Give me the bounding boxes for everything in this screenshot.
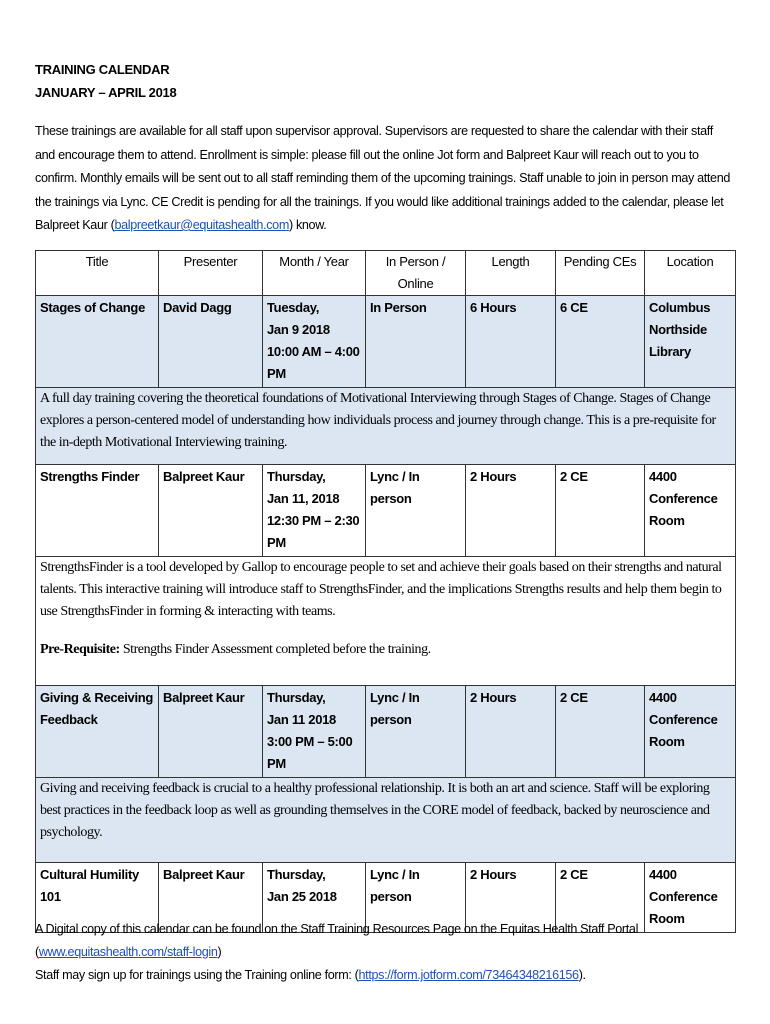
document-subtitle: JANUARY – APRIL 2018 [35, 85, 177, 100]
staff-portal-link[interactable]: www.equitashealth.com/staff-login [38, 945, 218, 959]
training-length: 2 Hours [466, 685, 556, 777]
column-header-month-year: Month / Year [263, 250, 366, 295]
training-mode: Lync / In person [366, 862, 466, 932]
description-row [36, 777, 736, 862]
footer-portal-line: A Digital copy of this calendar can be found on the Staff Training Resources Page on the Equitas Health Staff Portal (www.equitashealth.com/staff-login) [35, 922, 639, 959]
column-header-title: Title [36, 250, 159, 295]
training-presenter: David Dagg [159, 295, 263, 387]
column-header-location: Location [645, 250, 736, 295]
training-date: Thursday, Jan 11, 2018 12:30 PM – 2:30 PM [263, 464, 366, 556]
training-presenter: Balpreet Kaur [159, 862, 263, 932]
training-ce: 2 CE [556, 464, 645, 556]
table-header-row [36, 250, 736, 295]
table-row [36, 685, 736, 777]
training-description: StrengthsFinder is a tool developed by Gallop to encourage people to set and achieve their goals based on their strengths and natural talents. This interactive training will introduce staff to StrengthsFinder, and the implications Strengths results and help them begin to use StrengthsFinder in forming & interacting with teams. Pre-Requisite: Strengths Finder Assessment completed before the training. [36, 556, 736, 685]
training-mode: Lync / In person [366, 464, 466, 556]
training-date: Thursday, Jan 25 2018 [263, 862, 366, 932]
table-row [36, 295, 736, 387]
training-description: Giving and receiving feedback is crucial to a healthy professional relationship. It is both an art and science. Staff will be exploring best practices in the feedback loop as well as grounding themselves in the CORE model of feedback, backed by neuroscience and psychology. [36, 777, 736, 862]
training-title: Cultural Humility 101 [36, 862, 159, 932]
table-row [36, 464, 736, 556]
training-location: Columbus Northside Library [645, 295, 736, 387]
column-header-ces: Pending CEs [556, 250, 645, 295]
training-location: 4400 Conference Room [645, 685, 736, 777]
training-location: 4400 Conference Room [645, 464, 736, 556]
footer-form-line: Staff may sign up for trainings using the Training online form: (https://form.jotform.com/73464348216156). [35, 968, 586, 982]
training-calendar-table [35, 250, 736, 933]
contact-email-link[interactable]: balpreetkaur@equitashealth.com [114, 218, 289, 232]
training-length: 2 Hours [466, 464, 556, 556]
training-date: Thursday, Jan 11 2018 3:00 PM – 5:00 PM [263, 685, 366, 777]
training-mode: In Person [366, 295, 466, 387]
intro-text: These trainings are available for all staff upon supervisor approval. Supervisors are requested to share the calendar with their staff and encourage them to attend. Enrollment is simple: please fill out the online Jot form and Balpreet Kaur will reach out to you to confirm. Monthly emails will be sent out to all staff reminding them of the upcoming trainings. Staff unable to join in person may attend the trainings via Lync. CE Credit is pending for all the trainings. If you would like additional trainings added to the calendar, please let Balpreet Kaur ( [35, 124, 731, 232]
training-location: 4400 Conference Room [645, 862, 736, 932]
column-header-mode: In Person / Online [366, 250, 466, 295]
description-row [36, 556, 736, 685]
document-page [35, 58, 735, 933]
intro-paragraph [35, 120, 735, 238]
jotform-link[interactable]: https://form.jotform.com/73464348216156 [358, 968, 579, 982]
training-ce: 2 CE [556, 862, 645, 932]
training-ce: 6 CE [556, 295, 645, 387]
document-title: TRAINING CALENDAR [35, 62, 170, 77]
column-header-length: Length [466, 250, 556, 295]
training-title: Giving & Receiving Feedback [36, 685, 159, 777]
training-ce: 2 CE [556, 685, 645, 777]
training-title: Stages of Change [36, 295, 159, 387]
training-description: A full day training covering the theoretical foundations of Motivational Interviewing through Stages of Change. Stages of Change explores a person-centered model of understanding how individuals process and journey through change. This is a pre-requisite for the in-depth Motivational Interviewing training. [36, 387, 736, 464]
training-presenter: Balpreet Kaur [159, 685, 263, 777]
training-date: Tuesday, Jan 9 2018 10:00 AM – 4:00 PM [263, 295, 366, 387]
column-header-presenter: Presenter [159, 250, 263, 295]
training-length: 6 Hours [466, 295, 556, 387]
training-mode: Lync / In person [366, 685, 466, 777]
intro-text-end: ) know. [288, 218, 327, 232]
training-presenter: Balpreet Kaur [159, 464, 263, 556]
description-row [36, 387, 736, 464]
footer-notes [35, 918, 735, 987]
prerequisite-note: Pre-Requisite: Strengths Finder Assessment completed before the training. [40, 641, 431, 657]
training-length: 2 Hours [466, 862, 556, 932]
training-title: Strengths Finder [36, 464, 159, 556]
